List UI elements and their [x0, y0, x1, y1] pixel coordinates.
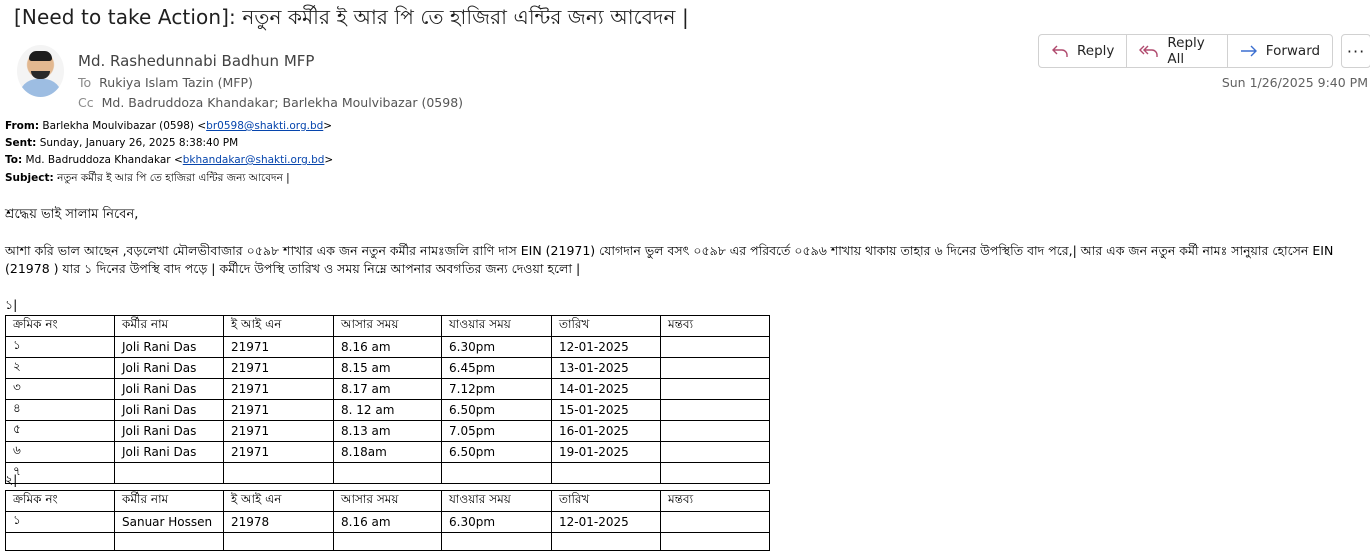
- table-cell: [552, 533, 661, 551]
- table-cell: 12-01-2025: [552, 337, 661, 358]
- column-header: ই আই এন: [224, 491, 334, 512]
- table-cell: 21971: [224, 400, 334, 421]
- to-recipient[interactable]: Rukiya Islam Tazin (MFP): [99, 75, 253, 90]
- table-cell: ১: [6, 512, 115, 533]
- cc-recipients: [78, 95, 463, 110]
- table-cell: 8.16 am: [334, 512, 442, 533]
- table-cell: 8.13 am: [334, 421, 442, 442]
- table-cell: 15-01-2025: [552, 400, 661, 421]
- table-cell: [442, 533, 552, 551]
- reply-button[interactable]: [1038, 34, 1127, 68]
- table-cell: Joli Rani Das: [115, 400, 224, 421]
- reply-all-label: Reply All: [1167, 35, 1205, 67]
- column-header: আসার সময়: [334, 316, 442, 337]
- table-row: [6, 512, 770, 533]
- column-header: তারিখ: [552, 316, 661, 337]
- table-cell: ৩: [6, 379, 115, 400]
- table-cell: [661, 421, 770, 442]
- reply-all-button[interactable]: [1126, 34, 1227, 68]
- table-cell: 21978: [224, 512, 334, 533]
- table-cell: [6, 533, 115, 551]
- column-header: মন্তব্য: [661, 491, 770, 512]
- table-cell: 21971: [224, 442, 334, 463]
- to-email-link[interactable]: bkhandakar@shakti.org.bd: [182, 154, 325, 166]
- table-header-row: [6, 491, 770, 512]
- reply-label: Reply: [1077, 43, 1115, 59]
- message-actions: [1038, 34, 1370, 70]
- table-cell: 6.50pm: [442, 442, 552, 463]
- table-cell: 8.16 am: [334, 337, 442, 358]
- table-cell: ২: [6, 358, 115, 379]
- to-label: To: [78, 75, 92, 90]
- column-header: ক্রমিক নং: [6, 491, 115, 512]
- table-cell: [661, 442, 770, 463]
- from-email-link[interactable]: br0598@shakti.org.bd: [206, 120, 324, 132]
- table-cell: 13-01-2025: [552, 358, 661, 379]
- table-cell: 6.50pm: [442, 400, 552, 421]
- table-cell: [661, 337, 770, 358]
- column-header: যাওয়ার সময়: [442, 491, 552, 512]
- table-cell: ৭: [6, 463, 115, 484]
- reply-icon: [1051, 44, 1069, 58]
- table-cell: 6.45pm: [442, 358, 552, 379]
- table-cell: 7.05pm: [442, 421, 552, 442]
- cc-recipient[interactable]: Md. Badruddoza Khandakar; Barlekha Moulvibazar (0598): [101, 95, 464, 110]
- column-header: মন্তব্য: [661, 316, 770, 337]
- table-cell: ৬: [6, 442, 115, 463]
- table-header-row: [6, 316, 770, 337]
- table-cell: 21971: [224, 337, 334, 358]
- table-cell: [661, 463, 770, 484]
- email-subject: [Need to take Action]: নতুন কর্মীর ই আর পি তে হাজিরা এন্টির জন্য আবেদন |: [14, 5, 689, 29]
- column-header: আসার সময়: [334, 491, 442, 512]
- table-cell: Joli Rani Das: [115, 358, 224, 379]
- column-header: ই আই এন: [224, 316, 334, 337]
- table-cell: [661, 358, 770, 379]
- reply-all-icon: [1139, 44, 1159, 58]
- table-cell: ১: [6, 337, 115, 358]
- table-cell: 6.30pm: [442, 337, 552, 358]
- table-cell: [661, 533, 770, 551]
- table-cell: [442, 463, 552, 484]
- table-cell: Sanuar Hossen: [115, 512, 224, 533]
- table-cell: [661, 400, 770, 421]
- table-cell: 8.18am: [334, 442, 442, 463]
- forwarded-sent: Sent: Sunday, January 26, 2025 8:38:40 PM: [5, 137, 239, 149]
- table-cell: 8.17 am: [334, 379, 442, 400]
- table-cell: [552, 463, 661, 484]
- table-cell: ৫: [6, 421, 115, 442]
- table-cell: 21971: [224, 379, 334, 400]
- table1-number: ১|: [5, 297, 18, 312]
- more-icon: ···: [1346, 41, 1366, 61]
- table-row: [6, 379, 770, 400]
- table-row: [6, 337, 770, 358]
- forward-button[interactable]: [1227, 34, 1333, 68]
- body-paragraph: আশা করি ভাল আছেন ,বড়লেখা মৌলভীবাজার ০৫৯৮ শাখার এক জন নতুন কর্মীর নামঃজলি রাণি দাস EIN (21971) যোগদান ভুল বসৎ ০৫৯৮ এর পরিবর্তে ০৫৯৬ শাখায় থাকায় তাহার ৬ দিনের উপস্থিতি বাদ পরে,| আর এক জন নতুন কর্মী নামঃ সানুয়ার হোসেন EIN (21978 ) যার ১ দিনের উপস্থি বাদ পড়ে | কর্মীদে উপস্থি তারিখ ও সময় নিম্নে আপনার অবগতির জন্য দেওয়া হলো |: [5, 243, 1334, 276]
- to-recipients: [78, 75, 253, 90]
- table-cell: [334, 533, 442, 551]
- table-cell: 16-01-2025: [552, 421, 661, 442]
- forward-icon: [1240, 44, 1258, 58]
- table-row: [6, 533, 770, 551]
- table-row: [6, 358, 770, 379]
- greeting: শ্রদ্ধেয় ভাই সালাম নিবেন,: [5, 207, 139, 222]
- table-cell: 21971: [224, 358, 334, 379]
- table-cell: Joli Rani Das: [115, 421, 224, 442]
- table-cell: 6.30pm: [442, 512, 552, 533]
- table-cell: ৪: [6, 400, 115, 421]
- table-cell: [224, 463, 334, 484]
- cc-label: Cc: [78, 95, 94, 110]
- table-cell: 12-01-2025: [552, 512, 661, 533]
- forwarded-to: To: Md. Badruddoza Khandakar <bkhandakar@shakti.org.bd>: [5, 154, 334, 166]
- received-date: Sun 1/26/2025 9:40 PM: [1221, 75, 1368, 90]
- table-cell: 21971: [224, 421, 334, 442]
- table-cell: Joli Rani Das: [115, 337, 224, 358]
- forward-label: Forward: [1265, 43, 1321, 59]
- table-cell: 8. 12 am: [334, 400, 442, 421]
- forwarded-from: From: Barlekha Moulvibazar (0598) <br0598@shakti.org.bd>: [5, 120, 333, 132]
- more-actions-button[interactable]: [1341, 34, 1370, 68]
- table2-number: ২|: [5, 472, 18, 487]
- table-row: [6, 463, 770, 484]
- table-cell: [115, 533, 224, 551]
- column-header: কর্মীর নাম: [115, 316, 224, 337]
- table-cell: [224, 533, 334, 551]
- table-cell: 19-01-2025: [552, 442, 661, 463]
- table-cell: [115, 463, 224, 484]
- table-cell: [661, 512, 770, 533]
- table-row: [6, 400, 770, 421]
- table-cell: 8.15 am: [334, 358, 442, 379]
- attendance-table-2: [5, 490, 770, 551]
- table-cell: Joli Rani Das: [115, 442, 224, 463]
- table-cell: [661, 379, 770, 400]
- forwarded-subject: Subject: নতুন কর্মীর ই আর পি তে হাজিরা এন্টির জন্য আবেদন |: [5, 172, 290, 184]
- table-row: [6, 421, 770, 442]
- sender-avatar[interactable]: [17, 45, 64, 97]
- sender-name[interactable]: Md. Rashedunnabi Badhun MFP: [78, 52, 315, 70]
- column-header: কর্মীর নাম: [115, 491, 224, 512]
- attendance-table-1: [5, 315, 770, 484]
- column-header: যাওয়ার সময়: [442, 316, 552, 337]
- table-cell: Joli Rani Das: [115, 379, 224, 400]
- table-cell: 14-01-2025: [552, 379, 661, 400]
- table-cell: [334, 463, 442, 484]
- column-header: ক্রমিক নং: [6, 316, 115, 337]
- table-cell: 7.12pm: [442, 379, 552, 400]
- column-header: তারিখ: [552, 491, 661, 512]
- table-row: [6, 442, 770, 463]
